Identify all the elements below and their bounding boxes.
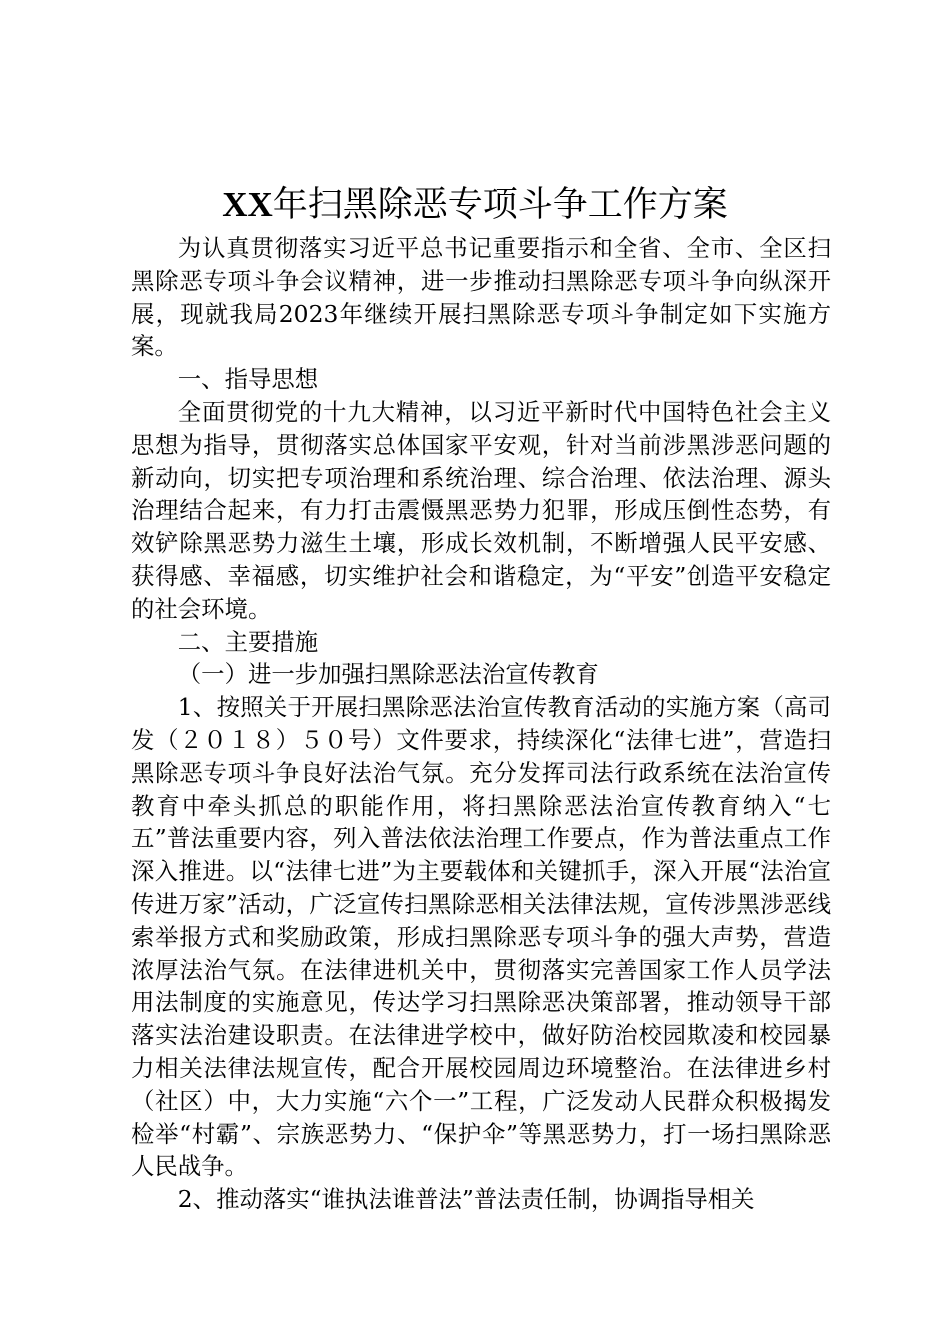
document-title xyxy=(0,180,950,230)
section-heading-guiding-ideology: 一、指导思想 xyxy=(177,365,319,394)
subsection-heading-legal-education: （一）进一步加强扫黑除恶法治宣传教育 xyxy=(177,660,599,689)
document-body xyxy=(131,232,831,1216)
intro-paragraph: 为认真贯彻落实习近平总书记重要指示和全省、全市、全区扫黑除恶专项斗争会议精神，进一步推动扫黑除恶专项斗争向纵深开展，现就我局2023年继续开展扫黑除恶专项斗争制定如下实施方案。 xyxy=(131,234,831,361)
guiding-ideology-paragraph: 全面贯彻党的十九大精神，以习近平新时代中国特色社会主义思想为指导，贯彻落实总体国家平安观，针对当前涉黑涉恶问题的新动向，切实把专项治理和系统治理、综合治理、依法治理、源头治理结合起来，有力打击震慑黑恶势力犯罪，形成压倒性态势，有效铲除黑恶势力滋生土壤，形成长效机制，不断增强人民平安感、获得感、幸福感，切实维护社会和谐稳定，为“平安”创造平安稳定的社会环境。 xyxy=(131,397,831,623)
title-prefix: XX xyxy=(222,185,273,224)
title-text: 年扫黑除恶专项斗争工作方案 xyxy=(272,185,728,225)
section-heading-main-measures: 二、主要措施 xyxy=(177,627,319,656)
measure-paragraph-1: 1、按照关于开展扫黑除恶法治宣传教育活动的实施方案（高司发（２０１８）５０号）文件要求，持续深化“法律七进”，营造扫黑除恶专项斗争良好法治气氛。充分发挥司法行政系统在法治宣传教育中牵头抓总的职能作用，将扫黑除恶法治宣传教育纳入“七五”普法重要内容，列入普法依法治理工作要点，作为普法重点工作深入推进。以“法律七进”为主要载体和关键抓手，深入开展“法治宣传进万家”活动，广泛宣传扫黑除恶相关法律法规，宣传涉黑涉恶线索举报方式和奖励政策，形成扫黑除恶专项斗争的强大声势，营造浓厚法治气氛。在法律进机关中，贯彻落实完善国家工作人员学法用法制度的实施意见，传达学习扫黑除恶决策部署，推动领导干部落实法治建设职责。在法律进学校中，做好防治校园欺凌和校园暴力相关法律法规宣传，配合开展校园周边环境整治。在法律进乡村（社区）中，大力实施“六个一”工程，广泛发动人民群众积极揭发检举“村霸”、宗族恶势力、“保护伞”等黑恶势力，打一场扫黑除恶人民战争。 xyxy=(131,693,831,1181)
measure-paragraph-2: 2、推动落实“谁执法谁普法”普法责任制，协调指导相关 xyxy=(177,1185,755,1214)
